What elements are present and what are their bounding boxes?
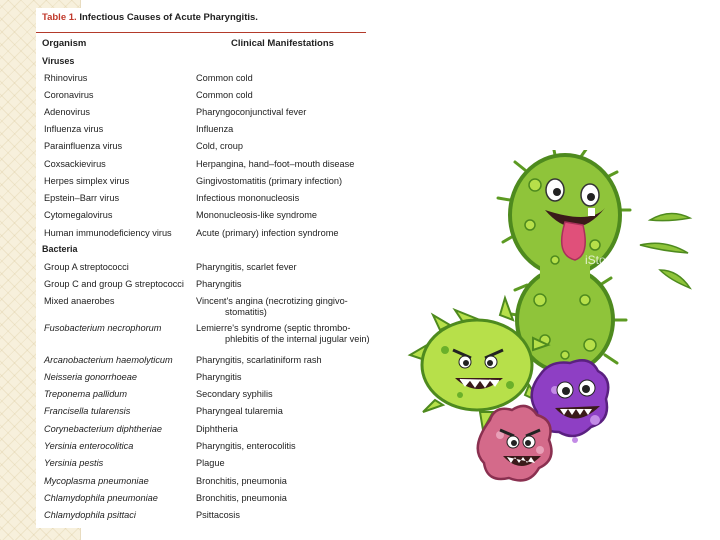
table-row-organism: Group C and group G streptococci: [44, 279, 184, 289]
table-row-manifestation: Cold, croup: [196, 141, 243, 151]
table-row-manifestation: Bronchitis, pneumonia: [196, 476, 287, 486]
table-row-manifestation: Pharyngitis, enterocolitis: [196, 441, 296, 451]
table-row-manifestation: Common cold: [196, 73, 253, 83]
column-header-manifestations: Clinical Manifestations: [231, 38, 334, 49]
table-row-manifestation: Pharyngitis, scarlet fever: [196, 262, 297, 272]
manifestation-line-1: Vincent's angina (necrotizing gingivo-: [196, 296, 348, 306]
table-row-organism: Mycoplasma pneumoniae: [44, 476, 149, 486]
cartoon-germs-illustration: [405, 150, 720, 540]
table-row-organism: Yersinia pestis: [44, 458, 104, 468]
manifestation-line-2: phlebitis of the internal jugular vein): [225, 334, 370, 344]
table-row-organism: Yersinia enterocolitica: [44, 441, 134, 451]
table-row-organism: Cytomegalovirus: [44, 210, 113, 220]
table-row-manifestation: Herpangina, hand–foot–mouth disease: [196, 159, 355, 169]
table-row-organism: Chlamydophila psittaci: [44, 510, 136, 520]
table-row-manifestation: Acute (primary) infection syndrome: [196, 228, 339, 238]
section-heading-viruses: Viruses: [42, 56, 75, 66]
title-rule: [36, 32, 366, 33]
table-row-organism: Adenovirus: [44, 107, 90, 117]
section-heading-bacteria: Bacteria: [42, 244, 78, 254]
table-row-organism: Chlamydophila pneumoniae: [44, 493, 158, 503]
table-row-manifestation: Pharyngeal tularemia: [196, 406, 283, 416]
table-row-manifestation: Bronchitis, pneumonia: [196, 493, 287, 503]
column-header-organism: Organism: [42, 38, 87, 49]
table-row-organism: Epstein–Barr virus: [44, 193, 120, 203]
table-row-manifestation: [196, 323, 370, 345]
table-row-organism: Neisseria gonorrhoeae: [44, 372, 137, 382]
table-row-organism: Mixed anaerobes: [44, 296, 115, 306]
table-row-organism: Herpes simplex virus: [44, 176, 130, 186]
table-row-manifestation: Secondary syphilis: [196, 389, 273, 399]
table-row-organism: Coronavirus: [44, 90, 94, 100]
table-row-manifestation: Pharyngoconjunctival fever: [196, 107, 307, 117]
table-row-organism: Influenza virus: [44, 124, 104, 134]
manifestation-line-2: stomatitis): [225, 307, 267, 317]
table-row-manifestation: Plague: [196, 458, 225, 468]
table-row-organism: Parainfluenza virus: [44, 141, 123, 151]
table-row-manifestation: Pharyngitis, scarlatiniform rash: [196, 355, 322, 365]
table-row-organism: Francisella tularensis: [44, 406, 131, 416]
table-row-organism: Arcanobacterium haemolyticum: [44, 355, 173, 365]
table-row-manifestation: Pharyngitis: [196, 372, 242, 382]
table-row-manifestation: Psittacosis: [196, 510, 240, 520]
table-row-manifestation: Influenza: [196, 124, 234, 134]
table-row-manifestation: Infectious mononucleosis: [196, 193, 300, 203]
table-row-organism: Coxsackievirus: [44, 159, 106, 169]
pharyngitis-table: [36, 8, 370, 528]
table-row-organism: Corynebacterium diphtheriae: [44, 424, 162, 434]
table-title-text: Infectious Causes of Acute Pharyngitis.: [79, 12, 258, 23]
table-row-manifestation: Mononucleosis-like syndrome: [196, 210, 318, 220]
table-row-organism: Human immunodeficiency virus: [44, 228, 172, 238]
table-title: [42, 12, 258, 23]
table-row-manifestation: [196, 296, 348, 318]
table-row-organism: Treponema pallidum: [44, 389, 128, 399]
table-row-organism: Fusobacterium necrophorum: [44, 323, 162, 333]
table-row-manifestation: Common cold: [196, 90, 253, 100]
table-row-manifestation: Diphtheria: [196, 424, 238, 434]
table-row-manifestation: Pharyngitis: [196, 279, 242, 289]
manifestation-line-1: Lemierre's syndrome (septic thrombo-: [196, 323, 351, 333]
table-row-manifestation: Gingivostomatitis (primary infection): [196, 176, 343, 186]
spit-drops: [640, 213, 690, 288]
table-label: Table 1.: [42, 12, 77, 23]
table-row-organism: Rhinovirus: [44, 73, 88, 83]
istockphoto-watermark: iStockphoto: [585, 253, 648, 267]
table-row-organism: Group A streptococci: [44, 262, 129, 272]
